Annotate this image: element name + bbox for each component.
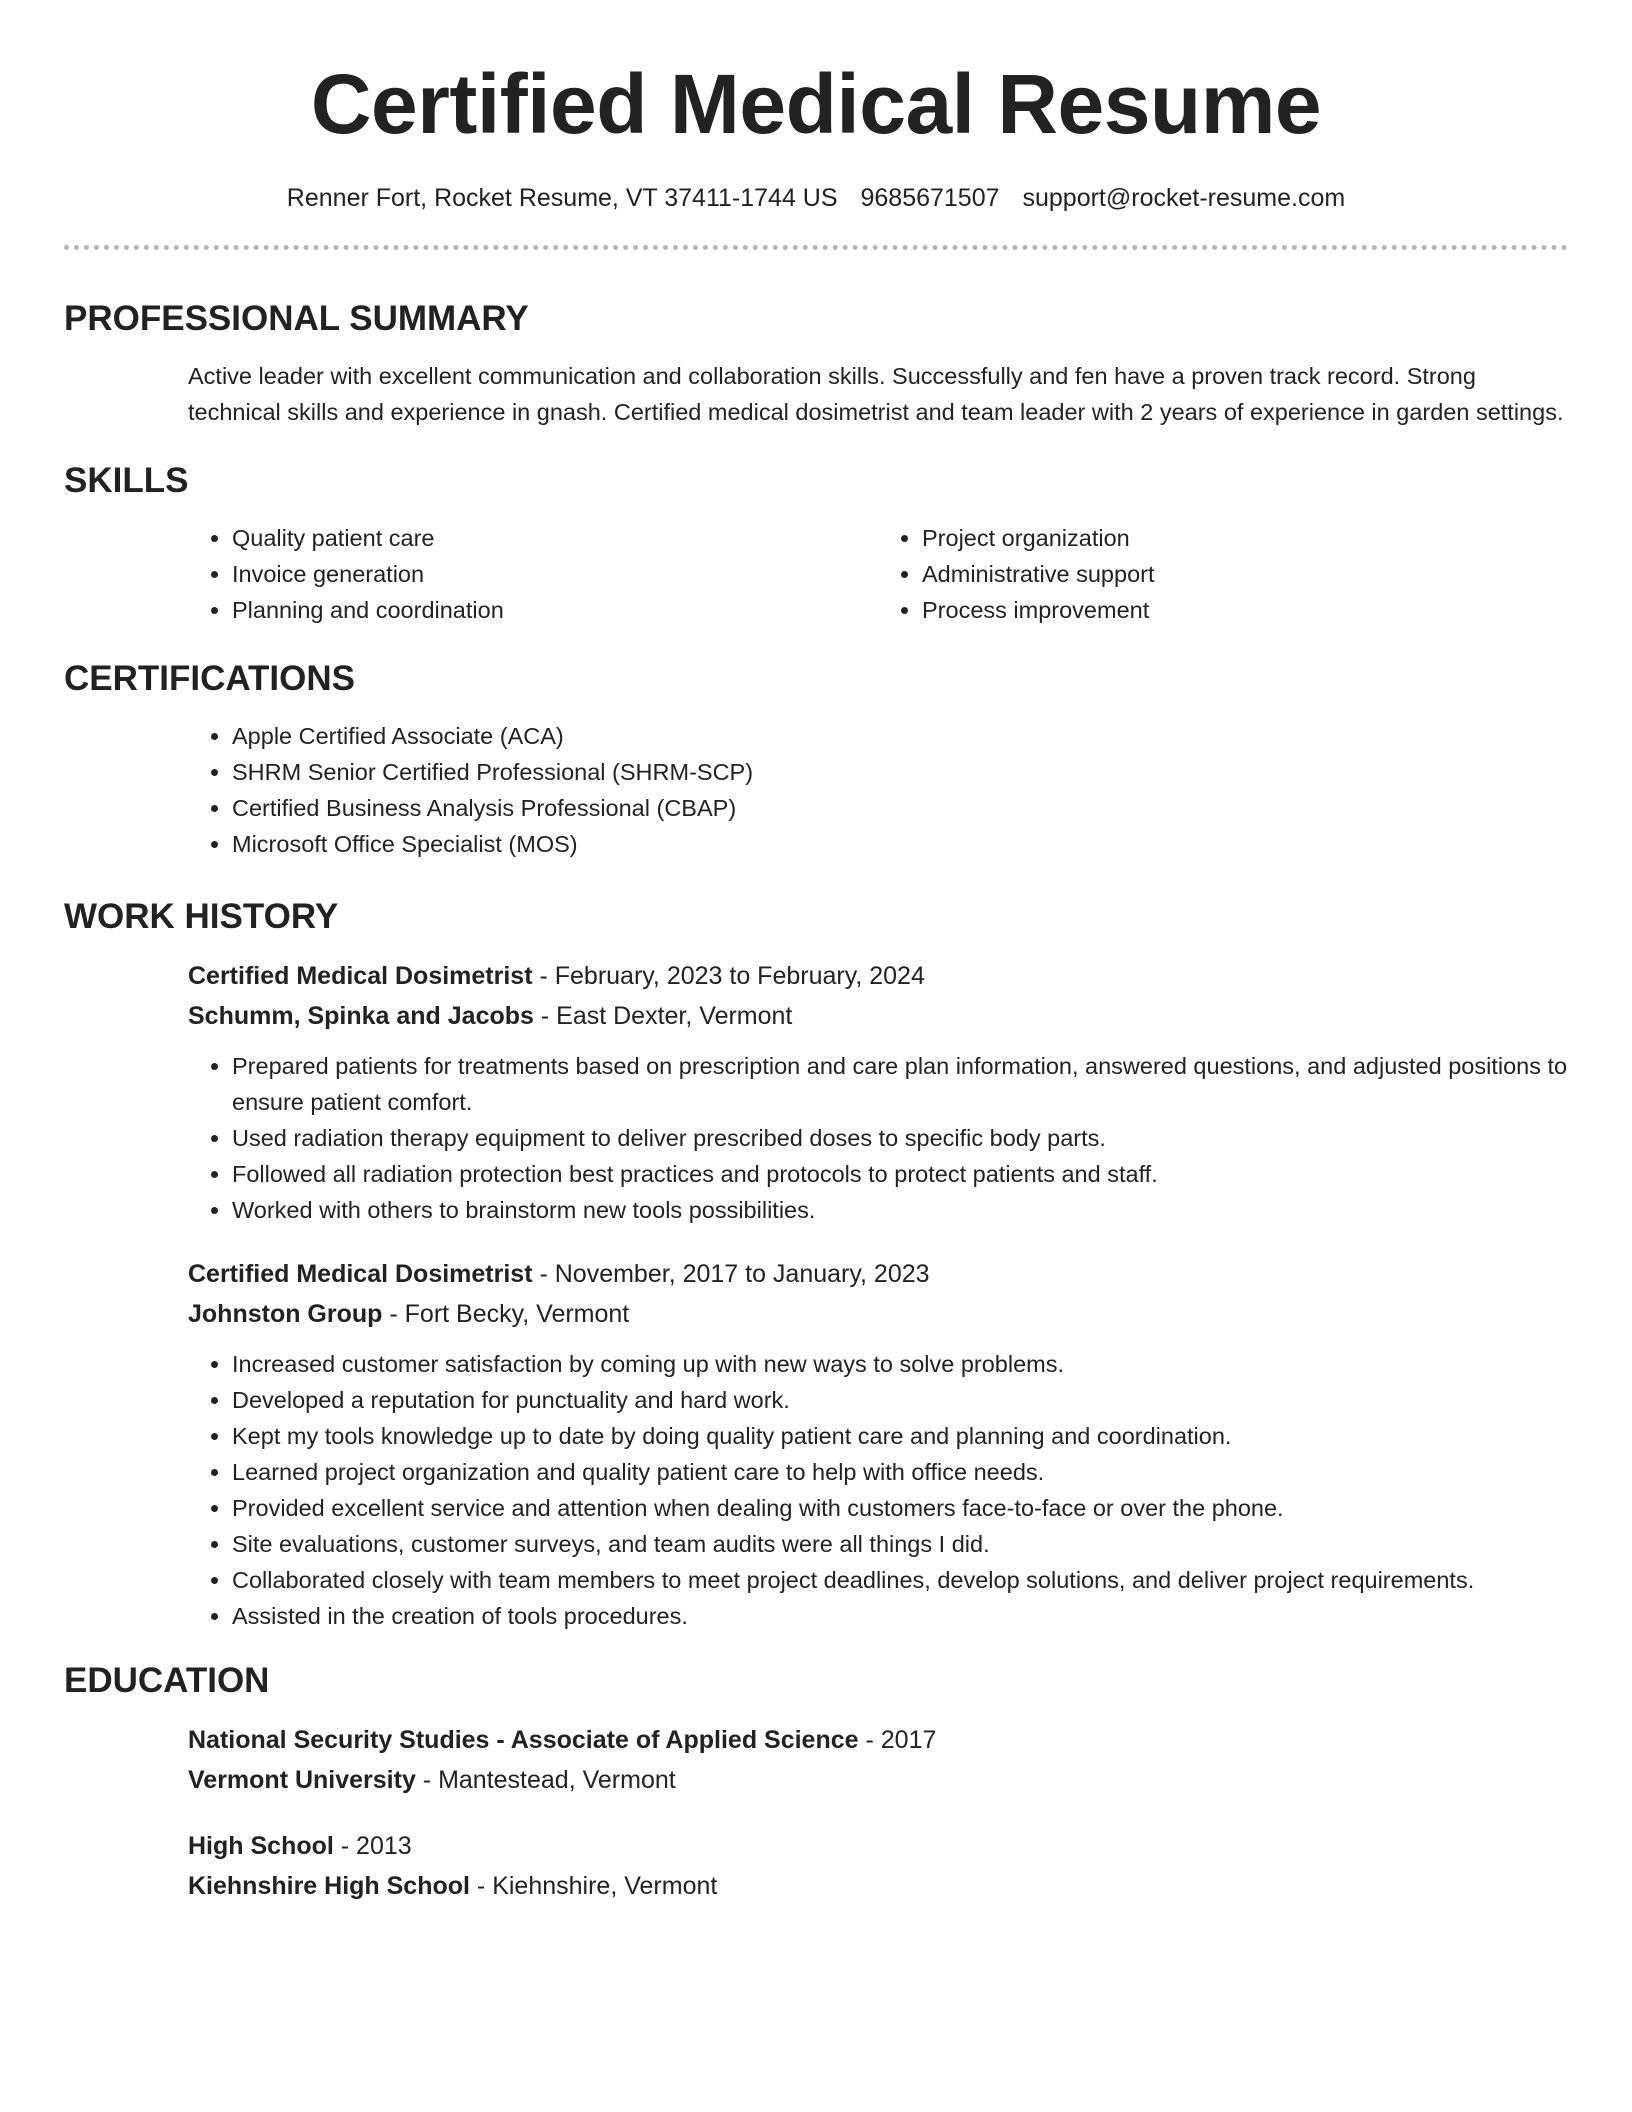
education-degree: High School [188,1832,334,1860]
skills-section [64,520,1568,628]
list-item: • Site evaluations, customer surveys, and team audits were all things I did. [232,1526,1568,1562]
list-item: • Project organization [922,520,1568,556]
skills-list-left [188,520,878,628]
job-bullets [188,1048,1568,1228]
list-item: • Provided excellent service and attention when dealing with customers face-to-face or over the phone. [232,1490,1568,1526]
header-divider [64,245,1568,250]
list-item: • Developed a reputation for punctuality and hard work. [232,1382,1568,1418]
job-location: - Fort Becky, Vermont [382,1300,630,1328]
skills-list-right [878,520,1568,628]
job-title-line [188,1254,1568,1294]
job-entry [188,956,1568,1228]
work-section [64,956,1568,1634]
list-item: • Administrative support [922,556,1568,592]
job-role: Certified Medical Dosimetrist [188,962,533,990]
section-title-work: WORK HISTORY [64,897,339,936]
contact-phone: 9685671507 [860,184,1000,212]
list-item: • Increased customer satisfaction by coming up with new ways to solve problems. [232,1346,1568,1382]
summary-section [64,358,1568,430]
list-item: • Assisted in the creation of tools procedures. [232,1598,1568,1634]
summary-text: Active leader with excellent communication and collaboration skills. Successfully and fen have a proven track record. Strong technical skills and experience in gnash. Certified medical dosimetrist and team leader with 2 years of experience in garden settings. [188,363,1564,425]
contact-address: Renner Fort, Rocket Resume, VT 37411-1744 US [286,184,838,212]
list-item: • SHRM Senior Certified Professional (SHRM-SCP) [232,754,1568,790]
job-dates: - February, 2023 to February, 2024 [532,962,925,990]
list-item: • Collaborated closely with team members to meet project deadlines, develop solutions, and deliver project requirements. [232,1562,1568,1598]
certifications-section [64,718,1568,862]
list-item: • Microsoft Office Specialist (MOS) [232,826,1568,862]
certifications-list [188,718,1568,862]
job-role: Certified Medical Dosimetrist [188,1260,533,1288]
education-school-line [188,1760,1568,1800]
list-item: • Planning and coordination [232,592,878,628]
education-degree: National Security Studies - Associate of Applied Science [188,1726,859,1754]
list-item: • Prepared patients for treatments based on prescription and care plan information, answered questions, and adjusted positions to ensure patient comfort. [232,1048,1568,1120]
education-entry [188,1720,1568,1800]
education-school: Kiehnshire High School [188,1872,470,1900]
job-company-line [188,1294,1568,1334]
job-location: - East Dexter, Vermont [533,1002,793,1030]
education-school: Vermont University [188,1766,416,1794]
education-entry [188,1826,1568,1906]
job-entry [188,1254,1568,1634]
job-company-line [188,996,1568,1036]
education-location: - Mantestead, Vermont [415,1766,676,1794]
resume-name: Certified Medical Resume [310,57,1322,151]
education-degree-line [188,1826,1568,1866]
list-item: • Followed all radiation protection best practices and protocols to protect patients and staff. [232,1156,1568,1192]
section-title-summary: PROFESSIONAL SUMMARY [64,299,529,338]
education-school-line [188,1866,1568,1906]
education-year: - 2013 [333,1832,412,1860]
contact-email: support@rocket-resume.com [1022,184,1346,212]
contact-line [64,183,1568,213]
education-year: - 2017 [858,1726,937,1754]
job-dates: - November, 2017 to January, 2023 [532,1260,930,1288]
education-section [64,1720,1568,1906]
list-item: • Worked with others to brainstorm new tools possibilities. [232,1192,1568,1228]
list-item: • Process improvement [922,592,1568,628]
list-item: • Quality patient care [232,520,878,556]
section-title-certifications: CERTIFICATIONS [64,659,356,698]
job-title-line [188,956,1568,996]
list-item: • Apple Certified Associate (ACA) [232,718,1568,754]
section-title-skills: SKILLS [64,461,189,500]
list-item: • Kept my tools knowledge up to date by doing quality patient care and planning and coordination. [232,1418,1568,1454]
list-item: • Invoice generation [232,556,878,592]
education-location: - Kiehnshire, Vermont [469,1872,718,1900]
job-bullets [188,1346,1568,1634]
education-degree-line [188,1720,1568,1760]
list-item: • Certified Business Analysis Professional (CBAP) [232,790,1568,826]
job-company: Schumm, Spinka and Jacobs [188,1002,534,1030]
list-item: • Learned project organization and quality patient care to help with office needs. [232,1454,1568,1490]
list-item: • Used radiation therapy equipment to deliver prescribed doses to specific body parts. [232,1120,1568,1156]
section-title-education: EDUCATION [64,1661,270,1700]
job-company: Johnston Group [188,1300,383,1328]
